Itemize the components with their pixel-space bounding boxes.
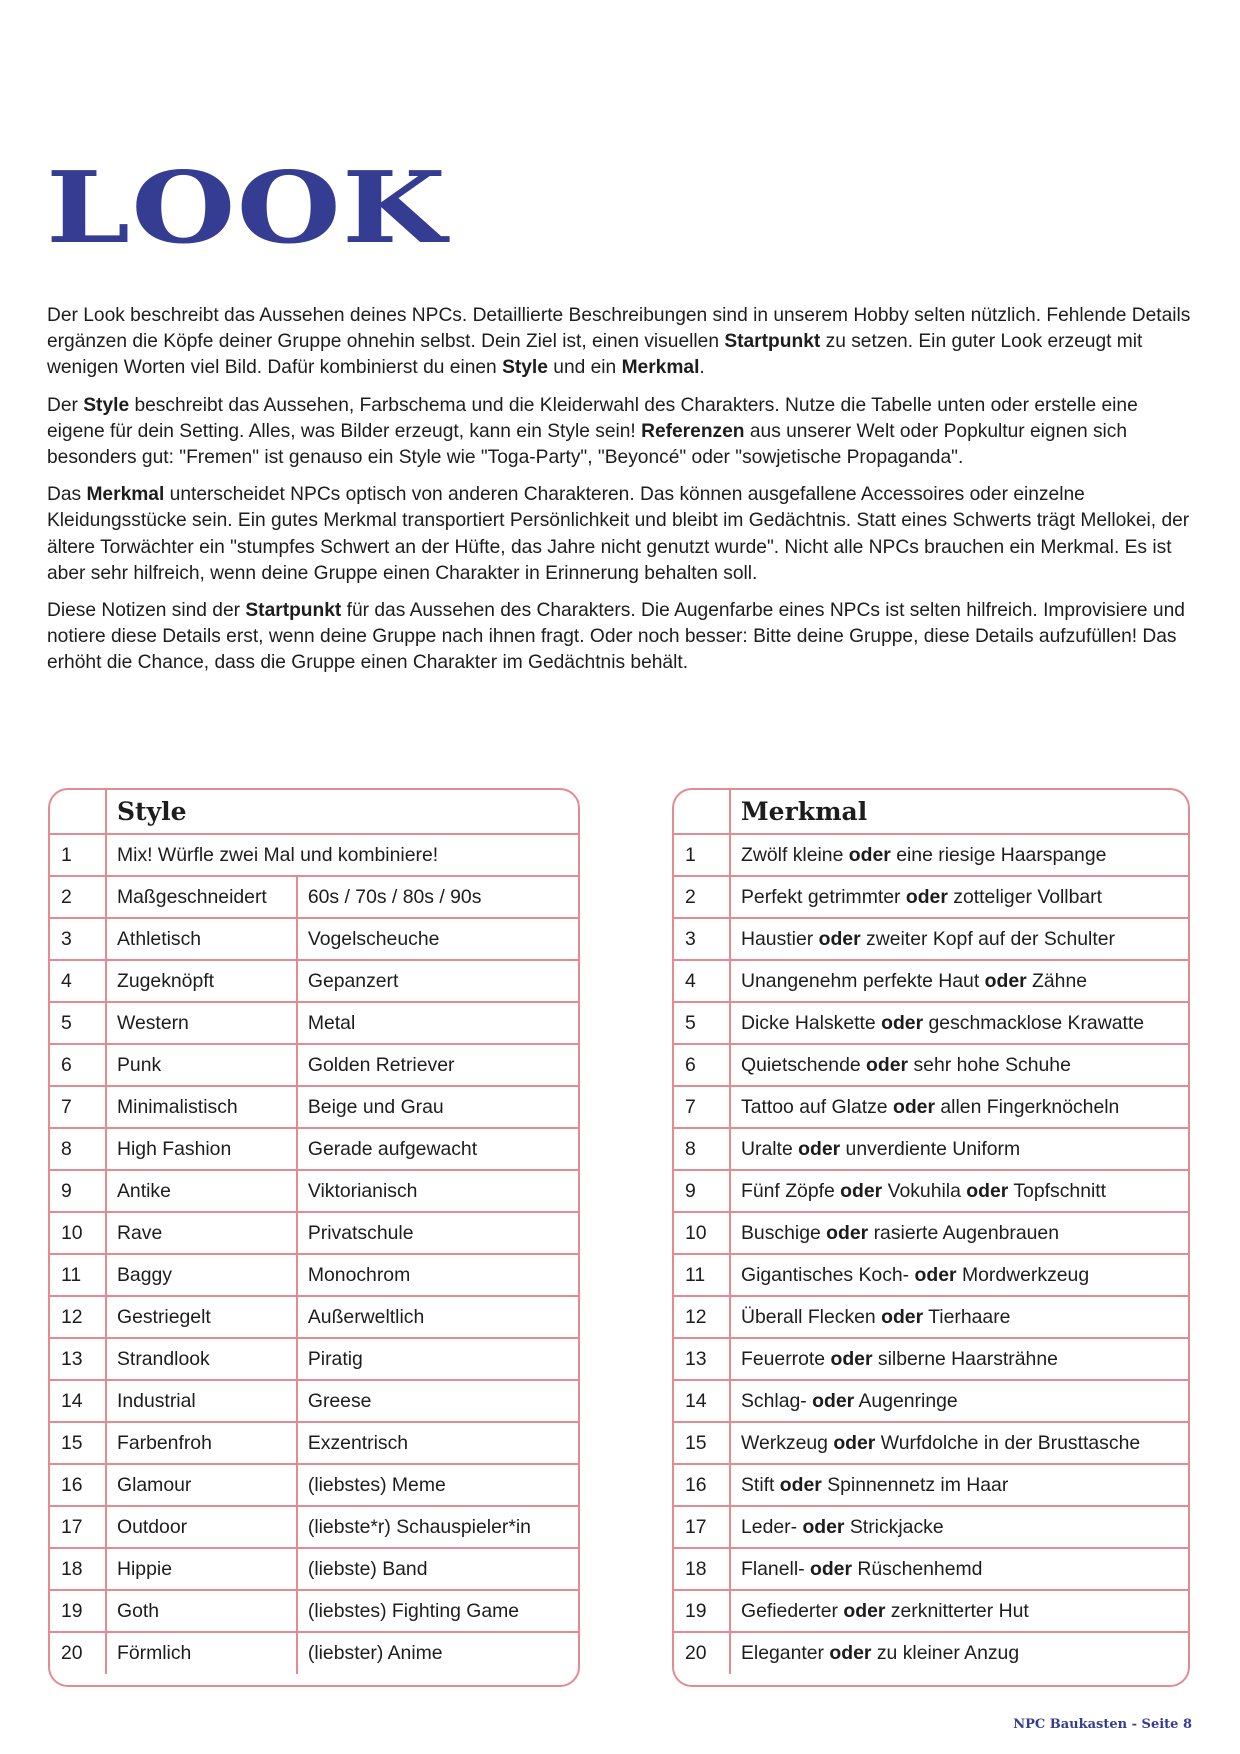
merkmal-cell bbox=[730, 1422, 1183, 1464]
text-run: Mordwerkzeug bbox=[956, 1263, 1090, 1286]
oder-keyword: oder bbox=[818, 927, 861, 950]
oder-keyword: oder bbox=[905, 885, 948, 908]
header-corner-cell bbox=[50, 790, 106, 834]
row-number: 3 bbox=[50, 918, 106, 960]
text-run: Dicke Halskette bbox=[741, 1011, 882, 1034]
table-row bbox=[674, 834, 1188, 876]
text-run: Der Look beschreibt das Aussehen deines NPCs. Detaillierte Beschreibungen sind in unserem Hobby selten nützlich. Fehlende Details ergänzen die Köpfe deiner Gruppe ohnehin selbst. Dein Ziel ist, einen visuellen bbox=[47, 305, 1191, 353]
text-run: Das bbox=[47, 484, 87, 506]
style-cell: Outdoor bbox=[106, 1506, 297, 1548]
table-row bbox=[50, 1296, 578, 1338]
style-cell: Western bbox=[106, 1002, 297, 1044]
style-cell: Exzentrisch bbox=[297, 1422, 573, 1464]
text-run: rasierte Augenbrauen bbox=[868, 1221, 1059, 1244]
row-number: 10 bbox=[674, 1212, 730, 1254]
merkmal-cell bbox=[730, 1086, 1183, 1128]
table-row bbox=[50, 1422, 578, 1464]
table-row bbox=[50, 960, 578, 1002]
page-title: LOOK bbox=[46, 151, 448, 266]
text-run: zu setzen. Ein guter Look erzeugt mit wenigen Worten viel Bild. Dafür kombinierst du einen bbox=[47, 331, 1143, 379]
table-row bbox=[674, 1212, 1188, 1254]
row-number: 20 bbox=[50, 1632, 106, 1674]
table-row bbox=[674, 1422, 1188, 1464]
row-number: 17 bbox=[50, 1506, 106, 1548]
table-row bbox=[674, 1128, 1188, 1170]
text-run: für das Aussehen des Charakters. Die Augenfarbe eines NPCs ist selten hilfreich. Improvisiere und notiere diese Details erst, wenn deine Gruppe nach ihnen fragt. Oder noch besser: Bitte deine Gruppe, diese Details aufzufüllen! Das erhöht die Chance, dass die Gruppe einen Charakter im Gedächtnis behält. bbox=[47, 600, 1185, 674]
table-row bbox=[50, 1506, 578, 1548]
style-cell: 60s / 70s / 80s / 90s bbox=[297, 876, 573, 918]
row-number: 19 bbox=[50, 1590, 106, 1632]
row-number: 14 bbox=[50, 1380, 106, 1422]
row-number: 16 bbox=[50, 1464, 106, 1506]
style-cell: High Fashion bbox=[106, 1128, 297, 1170]
text-run: Haustier bbox=[741, 927, 819, 950]
style-cell: (liebstes) Meme bbox=[297, 1464, 573, 1506]
page-footer: NPC Baukasten - Seite 8 bbox=[1013, 1717, 1192, 1732]
text-run: beschreibt das Aussehen, Farbschema und die Kleiderwahl des Charakters. Nutze die Tabelle unten oder erstelle eine eigene für dein Setting. Alles, was Bilder erzeugt, kann ein Style sein! bbox=[47, 394, 1138, 442]
merkmal-cell bbox=[730, 1170, 1183, 1212]
text-run: Fünf Zöpfe bbox=[741, 1179, 841, 1202]
table-row bbox=[50, 1548, 578, 1590]
row-number: 9 bbox=[50, 1170, 106, 1212]
text-run: Rüschenhemd bbox=[852, 1557, 983, 1580]
table-row bbox=[50, 876, 578, 918]
style-cell: Privatschule bbox=[297, 1212, 573, 1254]
row-number: 11 bbox=[674, 1254, 730, 1296]
text-run: Diese Notizen sind der bbox=[47, 600, 246, 622]
row-number: 12 bbox=[50, 1296, 106, 1338]
merkmal-cell bbox=[730, 960, 1183, 1002]
style-cell: Metal bbox=[297, 1002, 573, 1044]
row-number: 13 bbox=[674, 1338, 730, 1380]
oder-keyword: oder bbox=[833, 1431, 876, 1454]
text-run: Buschige bbox=[741, 1221, 827, 1244]
row-number: 4 bbox=[674, 960, 730, 1002]
row-number: 19 bbox=[674, 1590, 730, 1632]
style-cell: (liebste*r) Schauspieler*in bbox=[297, 1506, 573, 1548]
text-run: Zwölf kleine bbox=[741, 843, 849, 866]
row-number: 18 bbox=[50, 1548, 106, 1590]
bold-text: Style bbox=[502, 357, 548, 379]
merkmal-cell bbox=[730, 1254, 1183, 1296]
row-number: 6 bbox=[674, 1044, 730, 1086]
text-run: Leder- bbox=[741, 1515, 803, 1538]
text-run: zerknitterter Hut bbox=[885, 1599, 1029, 1622]
style-cell: Athletisch bbox=[106, 918, 297, 960]
row-number: 11 bbox=[50, 1254, 106, 1296]
oder-keyword: oder bbox=[809, 1557, 852, 1580]
oder-keyword: oder bbox=[826, 1221, 869, 1244]
intro-paragraph bbox=[47, 303, 1197, 382]
oder-keyword: oder bbox=[881, 1305, 924, 1328]
style-table-header: Style bbox=[106, 790, 573, 834]
table-row bbox=[674, 1170, 1188, 1212]
text-run: Zähne bbox=[1026, 969, 1088, 992]
text-run: Stift bbox=[741, 1473, 780, 1496]
table-row bbox=[50, 1380, 578, 1422]
row-number: 15 bbox=[50, 1422, 106, 1464]
row-number: 13 bbox=[50, 1338, 106, 1380]
row-number: 1 bbox=[674, 834, 730, 876]
table-row bbox=[50, 1254, 578, 1296]
row-number: 7 bbox=[674, 1086, 730, 1128]
table-row bbox=[674, 1590, 1188, 1632]
style-cell: Piratig bbox=[297, 1338, 573, 1380]
merkmal-cell bbox=[730, 918, 1183, 960]
style-cell: Glamour bbox=[106, 1464, 297, 1506]
merkmal-cell bbox=[730, 1296, 1183, 1338]
oder-keyword: oder bbox=[840, 1179, 883, 1202]
style-cell: Förmlich bbox=[117, 1642, 192, 1664]
table-row bbox=[674, 1296, 1188, 1338]
bold-text: Merkmal bbox=[621, 357, 700, 379]
oder-keyword: oder bbox=[966, 1179, 1009, 1202]
text-run: . bbox=[699, 357, 705, 379]
table-row bbox=[674, 1506, 1188, 1548]
text-run: Gigantisches Koch- bbox=[741, 1263, 915, 1286]
style-cell: Antike bbox=[106, 1170, 297, 1212]
style-cell: Hippie bbox=[106, 1548, 297, 1590]
text-run: Topfschnitt bbox=[1008, 1179, 1107, 1202]
table-row bbox=[674, 1044, 1188, 1086]
oder-keyword: oder bbox=[848, 843, 891, 866]
style-cell: Industrial bbox=[106, 1380, 297, 1422]
text-run: zu kleiner Anzug bbox=[871, 1642, 1020, 1664]
row-number: 10 bbox=[50, 1212, 106, 1254]
oder-keyword: oder bbox=[866, 1053, 909, 1076]
style-cell: Rave bbox=[106, 1212, 297, 1254]
row-number: 18 bbox=[674, 1548, 730, 1590]
merkmal-table bbox=[672, 788, 1190, 1687]
style-cell: Goth bbox=[106, 1590, 297, 1632]
style-cell: Golden Retriever bbox=[297, 1044, 573, 1086]
row-number: 2 bbox=[50, 876, 106, 918]
merkmal-cell bbox=[730, 1590, 1183, 1632]
text-run: Flanell- bbox=[741, 1557, 810, 1580]
table-row bbox=[50, 1128, 578, 1170]
table-row bbox=[50, 1338, 578, 1380]
table-row bbox=[674, 1380, 1188, 1422]
header-corner-cell bbox=[674, 790, 730, 834]
table-row bbox=[50, 918, 578, 960]
bold-text: Startpunkt bbox=[724, 331, 821, 353]
table-row bbox=[674, 918, 1188, 960]
intro-paragraph bbox=[47, 393, 1197, 472]
table-row bbox=[674, 1464, 1188, 1506]
style-cell: Minimalistisch bbox=[106, 1086, 297, 1128]
row-number: 4 bbox=[50, 960, 106, 1002]
table-row bbox=[674, 1548, 1188, 1590]
style-cell: Viktorianisch bbox=[297, 1170, 573, 1212]
text-run: Unangenehm perfekte Haut bbox=[741, 969, 985, 992]
style-table bbox=[48, 788, 580, 1687]
merkmal-cell bbox=[730, 1044, 1183, 1086]
text-run: sehr hohe Schuhe bbox=[908, 1053, 1071, 1076]
row-number: 3 bbox=[674, 918, 730, 960]
text-run: und ein bbox=[547, 357, 622, 379]
merkmal-table-header: Merkmal bbox=[730, 790, 1183, 834]
text-run: unterscheidet NPCs optisch von anderen Charakteren. Das können ausgefallene Accessoires oder einzelne Kleidungsstücke sein. Ein gutes Merkmal transportiert Persönlichkeit und bleibt im Gedächtnis. Statt eines Schwerts trägt Mellokei, der ältere Torwächter ein "stumpfes Schwert an der Hüfte, das Jahre nicht genutzt wurde". Nicht alle NPCs brauchen ein Merkmal. Es ist aber sehr hilfreich, wenn deine Gruppe einen Charakter in Erinnerung behalten soll. bbox=[47, 484, 1190, 584]
oder-keyword: oder bbox=[843, 1599, 886, 1622]
row-number: 15 bbox=[674, 1422, 730, 1464]
oder-keyword: oder bbox=[802, 1515, 845, 1538]
table-row bbox=[50, 1086, 578, 1128]
merkmal-cell bbox=[730, 1212, 1183, 1254]
style-cell: Greese bbox=[297, 1380, 573, 1422]
intro-paragraph bbox=[47, 482, 1197, 587]
style-cell: Vogelscheuche bbox=[297, 918, 573, 960]
table-row bbox=[674, 1002, 1188, 1044]
row-number: 6 bbox=[50, 1044, 106, 1086]
text-run: Eleganter bbox=[741, 1642, 830, 1664]
text-run: Spinnennetz im Haar bbox=[821, 1473, 1009, 1496]
row-number: 12 bbox=[674, 1296, 730, 1338]
text-run: allen Fingerknöcheln bbox=[935, 1095, 1120, 1118]
merkmal-cell bbox=[730, 1128, 1183, 1170]
row-number: 2 bbox=[674, 876, 730, 918]
text-run: Gefiederter bbox=[741, 1599, 844, 1622]
merkmal-cell bbox=[730, 1548, 1183, 1590]
row-number: 8 bbox=[50, 1128, 106, 1170]
text-run: Werkzeug bbox=[741, 1431, 834, 1454]
table-header-row bbox=[674, 790, 1188, 834]
style-cell: Maßgeschneidert bbox=[106, 876, 297, 918]
bold-text: Startpunkt bbox=[245, 600, 342, 622]
intro-paragraph bbox=[47, 598, 1197, 677]
style-cell: (liebster) Anime bbox=[297, 1632, 573, 1674]
oder-keyword: oder bbox=[881, 1011, 924, 1034]
row-number: 17 bbox=[674, 1506, 730, 1548]
merkmal-cell bbox=[730, 834, 1183, 876]
table-row bbox=[674, 876, 1188, 918]
text-run: Quietschende bbox=[741, 1053, 867, 1076]
style-cell: Farbenfroh bbox=[106, 1422, 297, 1464]
text-run: Der bbox=[47, 394, 84, 416]
oder-keyword: oder bbox=[914, 1263, 957, 1286]
row-number: 9 bbox=[674, 1170, 730, 1212]
style-cell: Gepanzert bbox=[297, 960, 573, 1002]
row-number: 7 bbox=[50, 1086, 106, 1128]
text-run: zotteliger Vollbart bbox=[947, 885, 1103, 908]
bold-text: Style bbox=[83, 394, 130, 416]
merkmal-cell bbox=[730, 1002, 1183, 1044]
text-run: Wurfdolche in der Brusttasche bbox=[875, 1431, 1141, 1454]
row-number: 14 bbox=[674, 1380, 730, 1422]
row-number: 8 bbox=[674, 1128, 730, 1170]
row-number: 1 bbox=[50, 834, 106, 876]
text-run: Schlag- bbox=[741, 1389, 813, 1412]
table-row bbox=[50, 1170, 578, 1212]
style-cell: Punk bbox=[106, 1044, 297, 1086]
text-run: Überall Flecken bbox=[741, 1305, 882, 1328]
oder-keyword: oder bbox=[892, 1095, 936, 1118]
intro-text bbox=[47, 303, 1197, 688]
text-run: eine riesige Haarspange bbox=[890, 843, 1107, 866]
bold-text: Referenzen bbox=[641, 420, 745, 442]
text-run: Uralte bbox=[741, 1137, 799, 1160]
merkmal-cell bbox=[730, 876, 1183, 918]
text-run: Tattoo auf Glatze bbox=[741, 1095, 893, 1118]
table-row bbox=[50, 1212, 578, 1254]
style-cell: (liebstes) Fighting Game bbox=[297, 1590, 573, 1632]
text-run: zweiter Kopf auf der Schulter bbox=[860, 927, 1115, 950]
table-row bbox=[50, 1002, 578, 1044]
text-run: Feuerrote bbox=[741, 1347, 831, 1370]
table-header-row bbox=[50, 790, 578, 834]
text-run: geschmacklose Krawatte bbox=[923, 1011, 1145, 1034]
table-row bbox=[674, 1338, 1188, 1380]
style-cell: Beige und Grau bbox=[297, 1086, 573, 1128]
oder-keyword: oder bbox=[779, 1473, 822, 1496]
table-row bbox=[674, 1086, 1188, 1128]
text-run: Tierhaare bbox=[923, 1305, 1011, 1328]
text-run: Perfekt getrimmter bbox=[741, 885, 906, 908]
merkmal-cell bbox=[730, 1632, 1183, 1674]
style-cell: Mix! Würfle zwei Mal und kombiniere! bbox=[106, 834, 573, 876]
table-row bbox=[50, 1632, 578, 1674]
style-cell: Baggy bbox=[106, 1254, 297, 1296]
row-number: 16 bbox=[674, 1464, 730, 1506]
text-run: aus unserer Welt oder Popkultur eignen sich besonders gut: "Fremen" ist genauso ein Style wie "Toga-Party", "Beyoncé" oder "sowjetische Propaganda". bbox=[47, 420, 1128, 469]
style-cell: Monochrom bbox=[297, 1254, 573, 1296]
row-number: 5 bbox=[50, 1002, 106, 1044]
style-cell: Strandlook bbox=[106, 1338, 297, 1380]
oder-keyword: oder bbox=[830, 1347, 873, 1370]
table-row bbox=[50, 1044, 578, 1086]
oder-keyword: oder bbox=[829, 1642, 872, 1664]
table-row bbox=[674, 960, 1188, 1002]
merkmal-cell bbox=[730, 1506, 1183, 1548]
oder-keyword: oder bbox=[812, 1389, 855, 1412]
text-run: Augenringe bbox=[854, 1389, 958, 1412]
style-cell: Zugeknöpft bbox=[106, 960, 297, 1002]
text-run: Vokuhila bbox=[882, 1179, 967, 1202]
table-row bbox=[674, 1632, 1188, 1674]
table-row bbox=[50, 1590, 578, 1632]
merkmal-cell bbox=[730, 1380, 1183, 1422]
style-cell: Außerweltlich bbox=[297, 1296, 573, 1338]
bold-text: Merkmal bbox=[86, 484, 165, 506]
style-cell: Gestriegelt bbox=[106, 1296, 297, 1338]
text-run: Strickjacke bbox=[844, 1515, 944, 1538]
table-row bbox=[50, 834, 578, 876]
merkmal-cell bbox=[730, 1338, 1183, 1380]
row-number: 5 bbox=[674, 1002, 730, 1044]
style-cell: Gerade aufgewacht bbox=[297, 1128, 573, 1170]
text-run: unverdiente Uniform bbox=[840, 1137, 1021, 1160]
table-row bbox=[50, 1464, 578, 1506]
oder-keyword: oder bbox=[984, 969, 1027, 992]
text-run: silberne Haarsträhne bbox=[872, 1347, 1058, 1370]
oder-keyword: oder bbox=[798, 1137, 841, 1160]
table-row bbox=[674, 1254, 1188, 1296]
merkmal-cell bbox=[730, 1464, 1183, 1506]
row-number: 20 bbox=[674, 1632, 730, 1674]
style-cell: (liebste) Band bbox=[297, 1548, 573, 1590]
